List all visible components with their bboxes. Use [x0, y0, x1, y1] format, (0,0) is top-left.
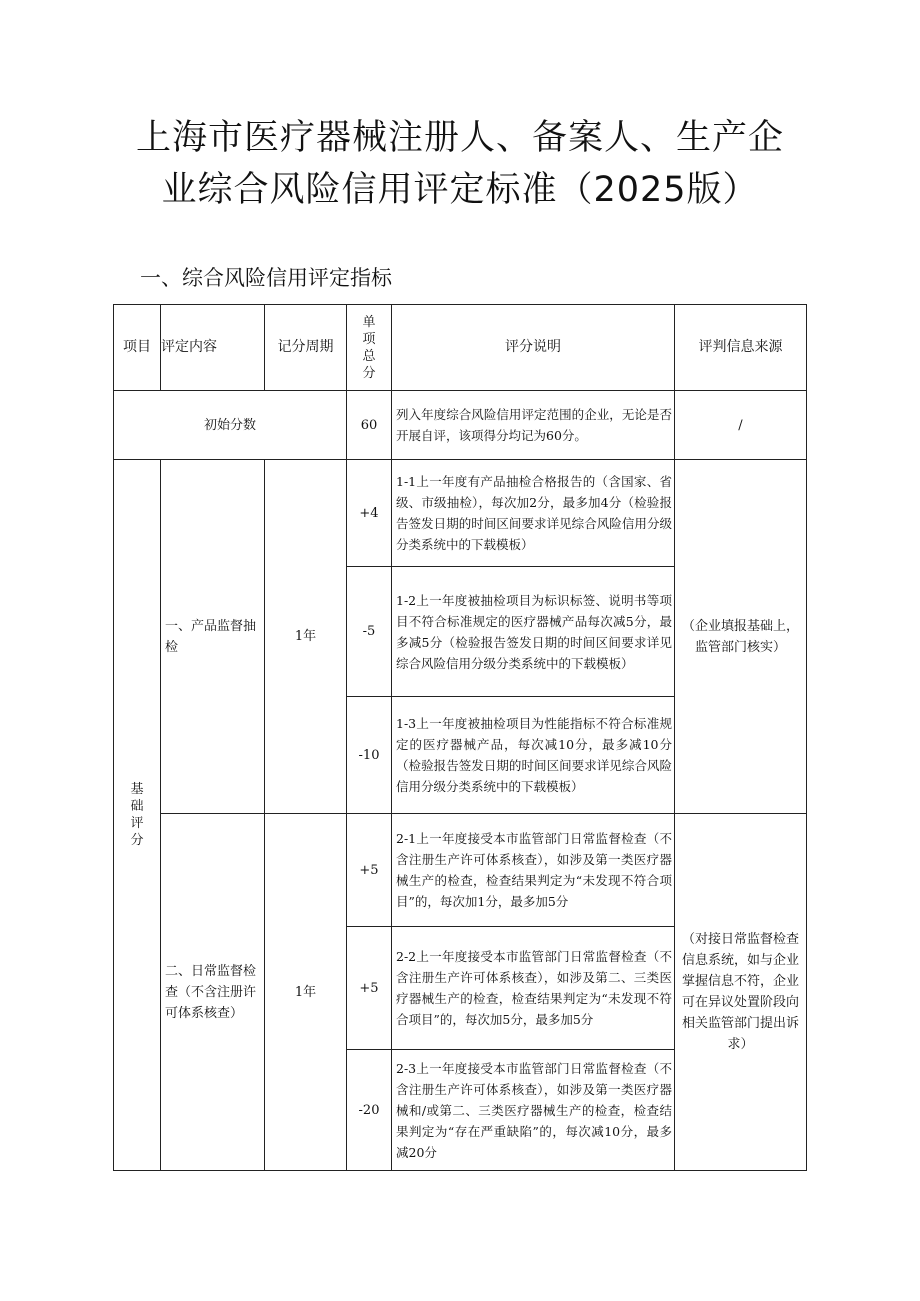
title-line-2: 业综合风险信用评定标准（2025版）: [161, 170, 759, 210]
header-score: 单项总分: [347, 305, 392, 391]
row-2-3-desc: 2-3上一年度接受本市监管部门日常监督检查（不含注册生产许可体系核查），如涉及第一类医疗器械和/或第二、三类医疗器械生产的检查，检查结果判定为“存在严重缺陷”的，每次减10分，最多减20分: [392, 1050, 675, 1171]
header-row: [114, 305, 807, 391]
initial-score: 60: [347, 391, 392, 460]
row-2-3-score: -20: [347, 1050, 392, 1171]
title-line-1: 上海市医疗器械注册人、备案人、生产企: [135, 118, 784, 158]
group-2-period: 1年: [265, 814, 347, 1171]
row-2-1-desc: 2-1上一年度接受本市监管部门日常监督检查（不含注册生产许可体系核查），如涉及第一类医疗器械生产的检查，检查结果判定为“未发现不符合项目”的，每次加1分，最多加5分: [392, 814, 675, 927]
group-2-content: 二、日常监督检查（不含注册许可体系核查）: [161, 814, 265, 1171]
header-period: 记分周期: [265, 305, 347, 391]
rating-table: [113, 304, 807, 1171]
row-2-2-desc: 2-2上一年度接受本市监管部门日常监督检查（不含注册生产许可体系核查），如涉及第二、三类医疗器械生产的检查，检查结果判定为“未发现不符合项目”的，每次加5分，最多加5分: [392, 927, 675, 1050]
initial-source: /: [675, 391, 807, 460]
initial-desc: 列入年度综合风险信用评定范围的企业，无论是否开展自评，该项得分均记为60分。: [392, 391, 675, 460]
header-item: 项目: [114, 305, 161, 391]
header-desc: 评分说明: [392, 305, 675, 391]
group-1-source: （企业填报基础上，监管部门核实）: [675, 460, 807, 814]
row-1-1-desc: 1-1上一年度有产品抽检合格报告的（含国家、省级、市级抽检），每次加2分，最多加4分（检验报告签发日期的时间区间要求详见综合风险信用分级分类系统中的下载模板）: [392, 460, 675, 567]
initial-label: 初始分数: [114, 391, 347, 460]
category-basic-score: 基础评分: [114, 460, 161, 1171]
group-1-period: 1年: [265, 460, 347, 814]
row-1-1-score: +4: [347, 460, 392, 567]
row-2-2-score: +5: [347, 927, 392, 1050]
row-1-2-desc: 1-2上一年度被抽检项目为标识标签、说明书等项目不符合标准规定的医疗器械产品每次减5分，最多减5分（检验报告签发日期的时间区间要求详见综合风险信用分级分类系统中的下载模板）: [392, 567, 675, 697]
row-1-2-score: -5: [347, 567, 392, 697]
header-source: 评判信息来源: [675, 305, 807, 391]
section-heading: 一、综合风险信用评定指标: [140, 266, 392, 290]
table-row: [114, 460, 807, 567]
group-1-content: 一、产品监督抽检: [161, 460, 265, 814]
group-2-source: （对接日常监督检查信息系统，如与企业掌握信息不符，企业可在异议处置阶段向相关监管部门提出诉求）: [675, 814, 807, 1171]
row-2-1-score: +5: [347, 814, 392, 927]
document-title: [100, 112, 820, 216]
header-content: 评定内容: [161, 305, 265, 391]
initial-row: [114, 391, 807, 460]
table-row: [114, 814, 807, 927]
row-1-3-score: -10: [347, 697, 392, 814]
row-1-3-desc: 1-3上一年度被抽检项目为性能指标不符合标准规定的医疗器械产品，每次减10分，最多减10分（检验报告签发日期的时间区间要求详见综合风险信用分级分类系统中的下载模板）: [392, 697, 675, 814]
